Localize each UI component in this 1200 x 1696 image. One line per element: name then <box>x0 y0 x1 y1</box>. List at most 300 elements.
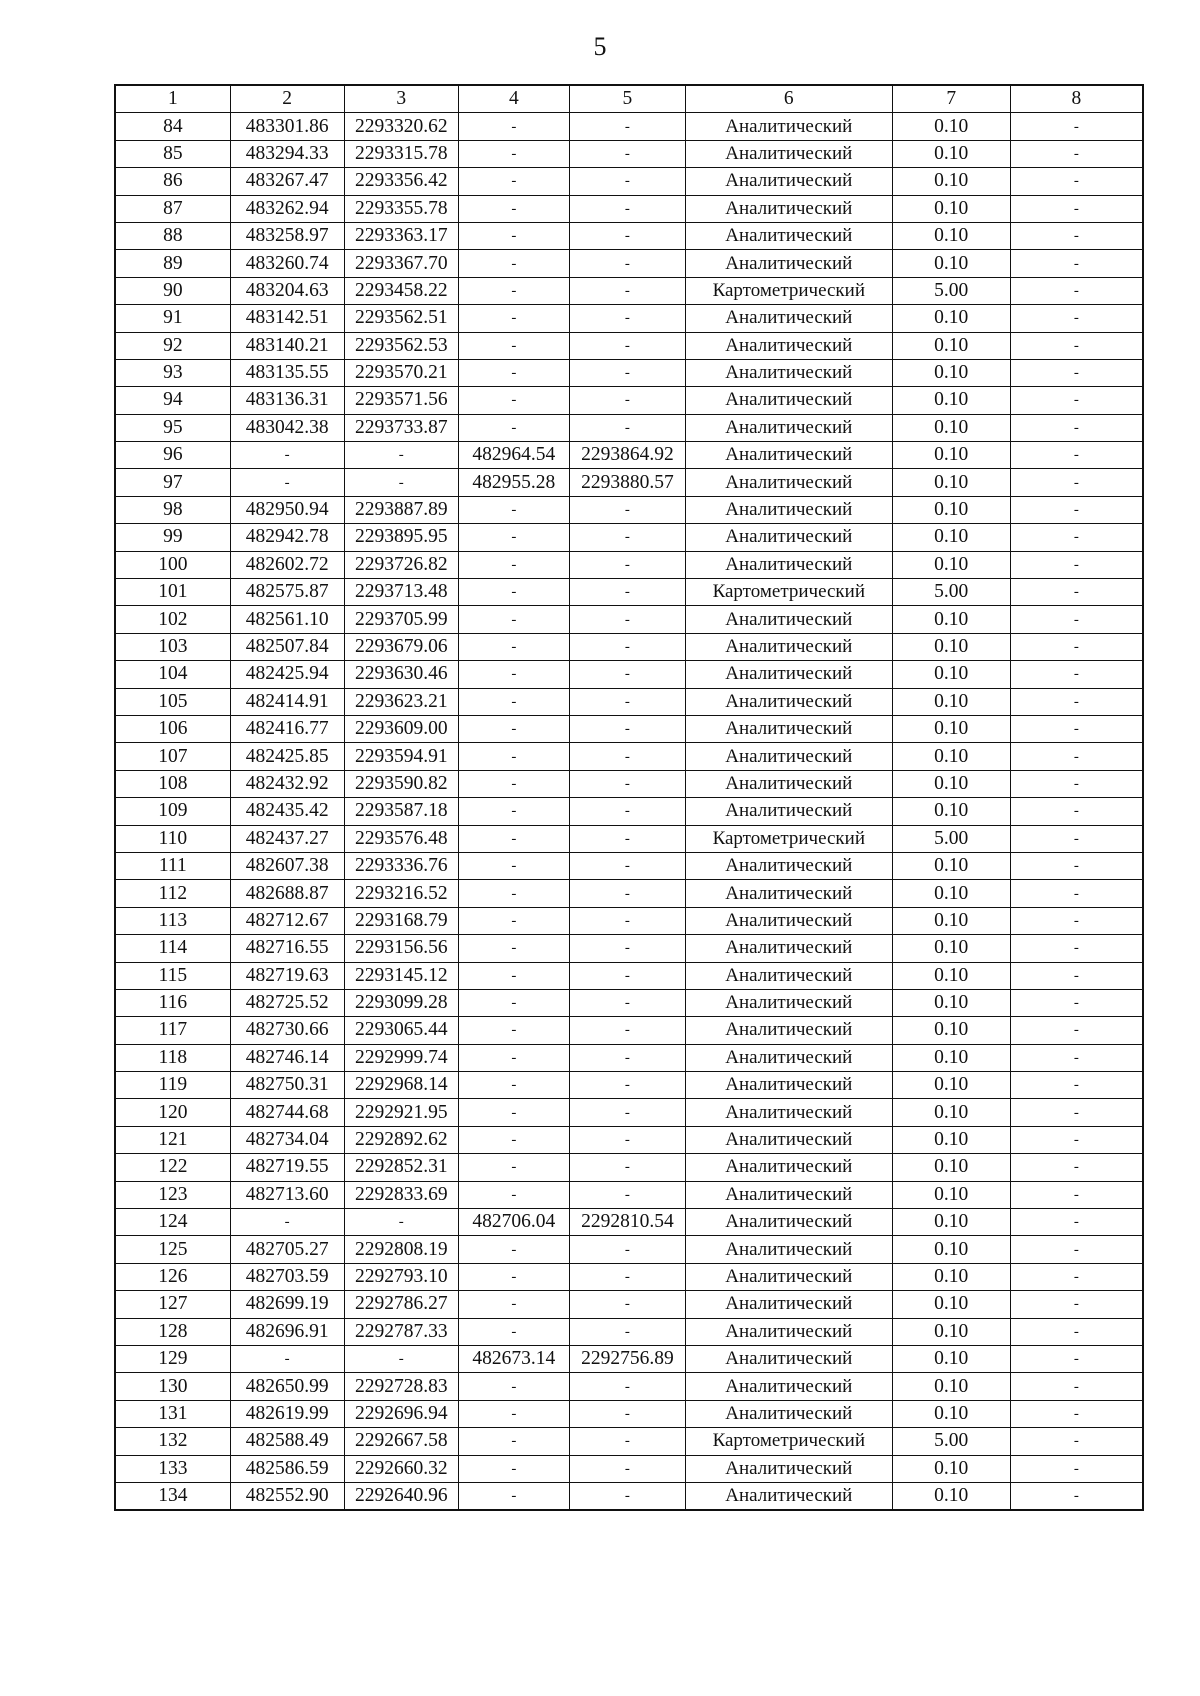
table-cell-col-2: 482750.31 <box>230 1072 344 1099</box>
table-cell-col-7: 0.10 <box>892 935 1010 962</box>
table-cell-col-3: 2292833.69 <box>344 1181 458 1208</box>
table-cell-col-3: 2292786.27 <box>344 1291 458 1318</box>
table-cell-col-8: - <box>1010 1291 1143 1318</box>
table-cell-col-7: 0.10 <box>892 195 1010 222</box>
table-cell-col-1: 120 <box>115 1099 230 1126</box>
table-cell-col-7: 0.10 <box>892 852 1010 879</box>
table-cell-col-5: - <box>569 907 685 934</box>
table-cell-col-1: 117 <box>115 1017 230 1044</box>
table-cell-col-7: 0.10 <box>892 1099 1010 1126</box>
table-cell-col-7: 5.00 <box>892 825 1010 852</box>
table-cell-col-8: - <box>1010 305 1143 332</box>
table-cell-col-5: 2292810.54 <box>569 1209 685 1236</box>
table-row <box>115 825 1143 852</box>
table-cell-col-6: Аналитический <box>685 715 892 742</box>
table-cell-col-6: Аналитический <box>685 551 892 578</box>
table-cell-col-3: 2292999.74 <box>344 1044 458 1071</box>
table-cell-col-2: 482416.77 <box>230 715 344 742</box>
table-cell-col-5: - <box>569 935 685 962</box>
table-cell-col-6: Аналитический <box>685 935 892 962</box>
column-header-6: 6 <box>685 85 892 113</box>
table-cell-col-8: - <box>1010 743 1143 770</box>
table-cell-col-7: 0.10 <box>892 414 1010 441</box>
table-cell-col-2: 483142.51 <box>230 305 344 332</box>
table-cell-col-2: 482719.63 <box>230 962 344 989</box>
table-cell-col-4: - <box>458 414 569 441</box>
table-cell-col-3: 2293713.48 <box>344 579 458 606</box>
table-cell-col-3: 2293363.17 <box>344 222 458 249</box>
table-cell-col-4: 482706.04 <box>458 1209 569 1236</box>
table-cell-col-4: - <box>458 1482 569 1510</box>
table-cell-col-5: - <box>569 1236 685 1263</box>
table-cell-col-4: - <box>458 496 569 523</box>
table-cell-col-5: - <box>569 1044 685 1071</box>
table-cell-col-8: - <box>1010 1373 1143 1400</box>
table-cell-col-3: 2293065.44 <box>344 1017 458 1044</box>
table-cell-col-7: 0.10 <box>892 551 1010 578</box>
table-row <box>115 1428 1143 1455</box>
table-cell-col-8: - <box>1010 359 1143 386</box>
table-cell-col-4: - <box>458 743 569 770</box>
table-cell-col-2: 482425.94 <box>230 661 344 688</box>
table-row <box>115 524 1143 551</box>
table-cell-col-8: - <box>1010 1099 1143 1126</box>
table-row <box>115 688 1143 715</box>
table-cell-col-5: - <box>569 852 685 879</box>
table-row <box>115 222 1143 249</box>
table-row <box>115 989 1143 1016</box>
table-cell-col-7: 0.10 <box>892 469 1010 496</box>
table-cell-col-6: Аналитический <box>685 442 892 469</box>
table-cell-col-8: - <box>1010 989 1143 1016</box>
table-cell-col-5: 2292756.89 <box>569 1345 685 1372</box>
table-cell-col-2: 483135.55 <box>230 359 344 386</box>
table-cell-col-1: 97 <box>115 469 230 496</box>
table-cell-col-5: - <box>569 496 685 523</box>
table-cell-col-4: - <box>458 524 569 551</box>
table-cell-col-4: - <box>458 1318 569 1345</box>
table-cell-col-3: 2292793.10 <box>344 1263 458 1290</box>
table-cell-col-4: - <box>458 1099 569 1126</box>
table-cell-col-4: - <box>458 359 569 386</box>
table-cell-col-1: 134 <box>115 1482 230 1510</box>
table-cell-col-3: 2292892.62 <box>344 1126 458 1153</box>
table-cell-col-3: 2293216.52 <box>344 880 458 907</box>
table-cell-col-7: 0.10 <box>892 168 1010 195</box>
table-cell-col-6: Аналитический <box>685 1236 892 1263</box>
table-cell-col-5: - <box>569 113 685 140</box>
table-cell-col-8: - <box>1010 195 1143 222</box>
table-cell-col-3: 2293679.06 <box>344 633 458 660</box>
table-cell-col-5: - <box>569 250 685 277</box>
table-row <box>115 1400 1143 1427</box>
table-cell-col-4: - <box>458 1154 569 1181</box>
table-row <box>115 414 1143 441</box>
table-cell-col-1: 119 <box>115 1072 230 1099</box>
table-cell-col-5: - <box>569 743 685 770</box>
table-cell-col-3: 2293726.82 <box>344 551 458 578</box>
table-cell-col-6: Картометрический <box>685 1428 892 1455</box>
table-cell-col-7: 0.10 <box>892 1291 1010 1318</box>
table-cell-col-1: 98 <box>115 496 230 523</box>
table-cell-col-6: Аналитический <box>685 168 892 195</box>
table-cell-col-3: 2293168.79 <box>344 907 458 934</box>
table-cell-col-2: 482575.87 <box>230 579 344 606</box>
table-cell-col-4: - <box>458 606 569 633</box>
table-cell-col-6: Аналитический <box>685 798 892 825</box>
table-cell-col-1: 126 <box>115 1263 230 1290</box>
table-cell-col-2: 482696.91 <box>230 1318 344 1345</box>
table-cell-col-3: - <box>344 442 458 469</box>
table-cell-col-4: - <box>458 825 569 852</box>
table-cell-col-1: 113 <box>115 907 230 934</box>
table-cell-col-8: - <box>1010 661 1143 688</box>
table-cell-col-5: - <box>569 277 685 304</box>
table-cell-col-8: - <box>1010 798 1143 825</box>
table-cell-col-4: - <box>458 222 569 249</box>
table-cell-col-1: 106 <box>115 715 230 742</box>
table-cell-col-6: Аналитический <box>685 688 892 715</box>
table-row <box>115 1154 1143 1181</box>
table-cell-col-6: Аналитический <box>685 195 892 222</box>
table-cell-col-8: - <box>1010 633 1143 660</box>
table-cell-col-1: 90 <box>115 277 230 304</box>
table-row <box>115 1318 1143 1345</box>
table-cell-col-8: - <box>1010 496 1143 523</box>
table-cell-col-2: 483262.94 <box>230 195 344 222</box>
table-cell-col-8: - <box>1010 1400 1143 1427</box>
table-cell-col-4: - <box>458 907 569 934</box>
table-cell-col-7: 0.10 <box>892 1126 1010 1153</box>
table-cell-col-4: - <box>458 1181 569 1208</box>
table-cell-col-4: - <box>458 250 569 277</box>
table-row <box>115 715 1143 742</box>
table-cell-col-4: - <box>458 579 569 606</box>
table-cell-col-7: 0.10 <box>892 1236 1010 1263</box>
table-cell-col-7: 0.10 <box>892 1044 1010 1071</box>
table-cell-col-1: 115 <box>115 962 230 989</box>
table-cell-col-1: 124 <box>115 1209 230 1236</box>
table-cell-col-3: 2292728.83 <box>344 1373 458 1400</box>
table-cell-col-7: 0.10 <box>892 332 1010 359</box>
table-cell-col-8: - <box>1010 551 1143 578</box>
table-cell-col-7: 0.10 <box>892 496 1010 523</box>
table-cell-col-4: 482955.28 <box>458 469 569 496</box>
table-cell-col-6: Аналитический <box>685 1373 892 1400</box>
table-cell-col-3: 2293145.12 <box>344 962 458 989</box>
table-cell-col-8: - <box>1010 1455 1143 1482</box>
table-cell-col-6: Аналитический <box>685 524 892 551</box>
table-cell-col-4: - <box>458 661 569 688</box>
table-cell-col-8: - <box>1010 579 1143 606</box>
table-cell-col-2: 482688.87 <box>230 880 344 907</box>
table-row <box>115 250 1143 277</box>
table-cell-col-1: 131 <box>115 1400 230 1427</box>
table-cell-col-5: - <box>569 1400 685 1427</box>
table-cell-col-8: - <box>1010 277 1143 304</box>
table-cell-col-2: 482414.91 <box>230 688 344 715</box>
table-cell-col-3: 2293562.51 <box>344 305 458 332</box>
table-cell-col-6: Аналитический <box>685 1455 892 1482</box>
table-cell-col-4: - <box>458 798 569 825</box>
table-cell-col-5: - <box>569 140 685 167</box>
table-cell-col-2: 483140.21 <box>230 332 344 359</box>
table-row <box>115 1291 1143 1318</box>
table-row <box>115 277 1143 304</box>
table-cell-col-3: 2293356.42 <box>344 168 458 195</box>
table-cell-col-2: 482699.19 <box>230 1291 344 1318</box>
table-row <box>115 1482 1143 1510</box>
table-cell-col-4: - <box>458 935 569 962</box>
table-cell-col-6: Аналитический <box>685 880 892 907</box>
table-row <box>115 907 1143 934</box>
table-row <box>115 606 1143 633</box>
table-cell-col-7: 0.10 <box>892 1482 1010 1510</box>
table-cell-col-8: - <box>1010 1017 1143 1044</box>
table-cell-col-3: 2292921.95 <box>344 1099 458 1126</box>
table-cell-col-7: 0.10 <box>892 1072 1010 1099</box>
table-cell-col-5: - <box>569 168 685 195</box>
table-cell-col-7: 5.00 <box>892 579 1010 606</box>
table-cell-col-2: 482602.72 <box>230 551 344 578</box>
table-cell-col-7: 0.10 <box>892 250 1010 277</box>
table-cell-col-4: - <box>458 168 569 195</box>
table-cell-col-2: 482588.49 <box>230 1428 344 1455</box>
table-cell-col-1: 88 <box>115 222 230 249</box>
table-cell-col-2: 483267.47 <box>230 168 344 195</box>
table-row <box>115 1072 1143 1099</box>
table-cell-col-2: 482586.59 <box>230 1455 344 1482</box>
table-cell-col-7: 0.10 <box>892 1154 1010 1181</box>
table-row <box>115 1345 1143 1372</box>
table-cell-col-7: 0.10 <box>892 907 1010 934</box>
table-cell-col-6: Аналитический <box>685 222 892 249</box>
table-row <box>115 770 1143 797</box>
table-cell-col-1: 128 <box>115 1318 230 1345</box>
table-cell-col-3: 2293594.91 <box>344 743 458 770</box>
table-cell-col-3: 2292852.31 <box>344 1154 458 1181</box>
table-cell-col-1: 84 <box>115 113 230 140</box>
table-row <box>115 168 1143 195</box>
table-row <box>115 1099 1143 1126</box>
table-cell-col-1: 132 <box>115 1428 230 1455</box>
table-cell-col-7: 0.10 <box>892 1318 1010 1345</box>
table-cell-col-4: - <box>458 852 569 879</box>
table-cell-col-7: 0.10 <box>892 113 1010 140</box>
table-cell-col-3: 2293895.95 <box>344 524 458 551</box>
table-row <box>115 387 1143 414</box>
table-cell-col-6: Аналитический <box>685 332 892 359</box>
table-cell-col-7: 0.10 <box>892 880 1010 907</box>
table-cell-col-8: - <box>1010 935 1143 962</box>
table-cell-col-2: 483204.63 <box>230 277 344 304</box>
table-row <box>115 1373 1143 1400</box>
column-header-7: 7 <box>892 85 1010 113</box>
table-cell-col-5: - <box>569 688 685 715</box>
table-cell-col-6: Аналитический <box>685 1044 892 1071</box>
table-cell-col-4: - <box>458 332 569 359</box>
table-cell-col-7: 0.10 <box>892 1345 1010 1372</box>
table-cell-col-5: - <box>569 962 685 989</box>
table-cell-col-6: Аналитический <box>685 770 892 797</box>
table-cell-col-2: - <box>230 442 344 469</box>
table-cell-col-1: 95 <box>115 414 230 441</box>
table-cell-col-2: 482719.55 <box>230 1154 344 1181</box>
table-cell-col-8: - <box>1010 250 1143 277</box>
table-cell-col-5: - <box>569 715 685 742</box>
table-cell-col-1: 87 <box>115 195 230 222</box>
table-cell-col-5: - <box>569 1455 685 1482</box>
table-cell-col-4: - <box>458 277 569 304</box>
table-cell-col-8: - <box>1010 1181 1143 1208</box>
table-cell-col-6: Аналитический <box>685 661 892 688</box>
table-cell-col-3: 2293458.22 <box>344 277 458 304</box>
table-cell-col-6: Аналитический <box>685 1017 892 1044</box>
table-cell-col-2: 482607.38 <box>230 852 344 879</box>
table-cell-col-6: Аналитический <box>685 496 892 523</box>
table-cell-col-6: Аналитический <box>685 113 892 140</box>
table-cell-col-2: 482734.04 <box>230 1126 344 1153</box>
table-cell-col-1: 102 <box>115 606 230 633</box>
table-cell-col-3: 2293099.28 <box>344 989 458 1016</box>
table-cell-col-1: 127 <box>115 1291 230 1318</box>
table-cell-col-6: Аналитический <box>685 743 892 770</box>
table-cell-col-7: 0.10 <box>892 1209 1010 1236</box>
table-cell-col-2: 482942.78 <box>230 524 344 551</box>
table-cell-col-5: - <box>569 359 685 386</box>
table-cell-col-5: - <box>569 661 685 688</box>
table-cell-col-5: - <box>569 633 685 660</box>
table-cell-col-2: 482744.68 <box>230 1099 344 1126</box>
table-row <box>115 661 1143 688</box>
column-header-2: 2 <box>230 85 344 113</box>
table-cell-col-3: 2293705.99 <box>344 606 458 633</box>
table-cell-col-3: 2293315.78 <box>344 140 458 167</box>
table-cell-col-7: 5.00 <box>892 1428 1010 1455</box>
table-row <box>115 332 1143 359</box>
table-cell-col-2: 483258.97 <box>230 222 344 249</box>
table-cell-col-6: Аналитический <box>685 414 892 441</box>
table-cell-col-1: 121 <box>115 1126 230 1153</box>
table-cell-col-5: 2293880.57 <box>569 469 685 496</box>
table-cell-col-8: - <box>1010 387 1143 414</box>
table-cell-col-1: 122 <box>115 1154 230 1181</box>
table-cell-col-2: 482650.99 <box>230 1373 344 1400</box>
table-row <box>115 633 1143 660</box>
table-cell-col-4: - <box>458 387 569 414</box>
table-cell-col-7: 0.10 <box>892 798 1010 825</box>
table-cell-col-8: - <box>1010 1072 1143 1099</box>
table-cell-col-1: 123 <box>115 1181 230 1208</box>
table-cell-col-4: - <box>458 551 569 578</box>
table-cell-col-5: - <box>569 222 685 249</box>
table-cell-col-1: 133 <box>115 1455 230 1482</box>
table-cell-col-6: Аналитический <box>685 250 892 277</box>
table-cell-col-6: Аналитический <box>685 305 892 332</box>
table-cell-col-5: - <box>569 387 685 414</box>
table-row <box>115 935 1143 962</box>
table-cell-col-3: 2293630.46 <box>344 661 458 688</box>
table-cell-col-3: 2293355.78 <box>344 195 458 222</box>
table-cell-col-1: 125 <box>115 1236 230 1263</box>
table-row <box>115 1017 1143 1044</box>
table-cell-col-6: Аналитический <box>685 1291 892 1318</box>
table-cell-col-8: - <box>1010 1236 1143 1263</box>
table-cell-col-7: 0.10 <box>892 688 1010 715</box>
table-row <box>115 579 1143 606</box>
table-cell-col-1: 105 <box>115 688 230 715</box>
table-cell-col-3: - <box>344 1209 458 1236</box>
table-cell-col-8: - <box>1010 825 1143 852</box>
table-cell-col-6: Аналитический <box>685 633 892 660</box>
table-row <box>115 1263 1143 1290</box>
table-cell-col-7: 0.10 <box>892 1373 1010 1400</box>
table-cell-col-4: 482964.54 <box>458 442 569 469</box>
table-cell-col-3: 2293367.70 <box>344 250 458 277</box>
table-cell-col-8: - <box>1010 1209 1143 1236</box>
table-cell-col-3: 2293570.21 <box>344 359 458 386</box>
table-row <box>115 496 1143 523</box>
table-cell-col-8: - <box>1010 414 1143 441</box>
table-cell-col-7: 0.10 <box>892 140 1010 167</box>
table-cell-col-1: 89 <box>115 250 230 277</box>
table-row <box>115 962 1143 989</box>
table-cell-col-6: Аналитический <box>685 359 892 386</box>
table-cell-col-4: 482673.14 <box>458 1345 569 1372</box>
table-cell-col-8: - <box>1010 1345 1143 1372</box>
table-cell-col-6: Аналитический <box>685 387 892 414</box>
table-cell-col-2: 482619.99 <box>230 1400 344 1427</box>
table-cell-col-6: Аналитический <box>685 989 892 1016</box>
table-cell-col-7: 0.10 <box>892 743 1010 770</box>
table-cell-col-3: 2293587.18 <box>344 798 458 825</box>
table-cell-col-6: Аналитический <box>685 1318 892 1345</box>
table-cell-col-8: - <box>1010 880 1143 907</box>
table-cell-col-8: - <box>1010 606 1143 633</box>
table-cell-col-6: Аналитический <box>685 852 892 879</box>
table-cell-col-5: - <box>569 524 685 551</box>
table-cell-col-3: 2293156.56 <box>344 935 458 962</box>
table-cell-col-7: 0.10 <box>892 359 1010 386</box>
table-cell-col-8: - <box>1010 1263 1143 1290</box>
table-cell-col-3: 2292787.33 <box>344 1318 458 1345</box>
table-cell-col-7: 0.10 <box>892 222 1010 249</box>
table-cell-col-5: - <box>569 579 685 606</box>
table-cell-col-1: 100 <box>115 551 230 578</box>
table-cell-col-8: - <box>1010 770 1143 797</box>
table-cell-col-4: - <box>458 880 569 907</box>
table-cell-col-3: 2293336.76 <box>344 852 458 879</box>
table-cell-col-1: 112 <box>115 880 230 907</box>
table-cell-col-2: 482425.85 <box>230 743 344 770</box>
table-cell-col-6: Аналитический <box>685 1072 892 1099</box>
table-row <box>115 1044 1143 1071</box>
table-cell-col-6: Аналитический <box>685 962 892 989</box>
table-row <box>115 852 1143 879</box>
table-cell-col-3: 2293733.87 <box>344 414 458 441</box>
table-cell-col-1: 129 <box>115 1345 230 1372</box>
table-cell-col-6: Аналитический <box>685 606 892 633</box>
table-cell-col-6: Аналитический <box>685 1400 892 1427</box>
table-cell-col-4: - <box>458 962 569 989</box>
table-cell-col-1: 108 <box>115 770 230 797</box>
table-cell-col-6: Аналитический <box>685 1263 892 1290</box>
table-cell-col-3: 2293320.62 <box>344 113 458 140</box>
table-cell-col-5: - <box>569 798 685 825</box>
table-cell-col-2: 482950.94 <box>230 496 344 523</box>
table-cell-col-3: 2293571.56 <box>344 387 458 414</box>
table-cell-col-4: - <box>458 1400 569 1427</box>
